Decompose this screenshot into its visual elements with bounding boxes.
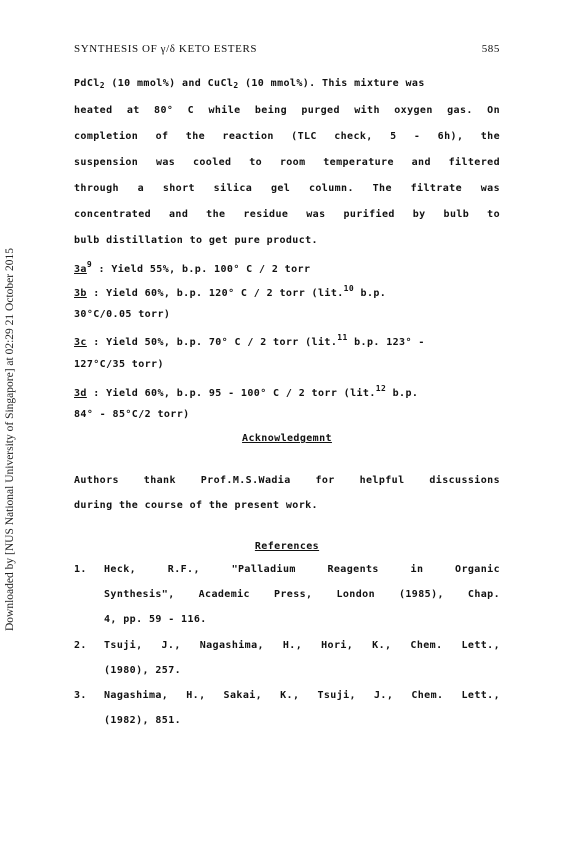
compound-3d-continuation: 84° - 85°C/2 torr) <box>74 409 190 420</box>
procedure-line-7: bulb distillation to get pure product. <box>74 235 318 246</box>
compound-3b: 3b : Yield 60%, b.p. 120° C / 2 torr (lit.$^{10}$ b.p. <box>74 284 387 299</box>
procedure-line-3: completion of the reaction (TLC check, 5 - 6h), the <box>74 131 500 142</box>
acknowledgement-line-2: during the course of the present work. <box>74 500 318 511</box>
references-heading: References <box>254 541 320 552</box>
compound-3c-continuation: 127°C/35 torr) <box>74 359 164 370</box>
compound-label: 3c <box>74 337 87 348</box>
reference-number: 3. <box>74 690 87 701</box>
procedure-line-4: suspension was cooled to room temperature and filtered <box>74 157 500 168</box>
compound-3a: $3a^9$ : Yield 55%, b.p. 100° C / 2 torr <box>74 260 311 275</box>
procedure-line-6: concentrated and the residue was purified by bulb to <box>74 209 500 220</box>
procedure-line-5: through a short silica gel column. The filtrate was <box>74 183 500 194</box>
procedure-line-2: heated at 80° C while being purged with oxygen gas. On <box>74 105 500 116</box>
compound-label: 3d <box>74 388 87 399</box>
running-title: SYNTHESIS OF γ/δ KETO ESTERS <box>74 43 258 55</box>
download-watermark: Downloaded by [NUS National University of Singapore] at 02:29 21 October 2015 <box>4 248 16 632</box>
compound-3b-continuation: 30°C/0.05 torr) <box>74 309 171 320</box>
compound-label: 3b <box>74 288 87 299</box>
reference-number: 2. <box>74 640 87 651</box>
running-header <box>74 43 500 55</box>
procedure-line-1: PdCl$_2$ (10 mmol%) and CuCl$_2$ (10 mmol%). This mixture was <box>74 78 425 90</box>
page-number: 585 <box>481 43 500 55</box>
compound-3d: 3d : Yield 60%, b.p. 95 - 100° C / 2 torr (lit.$^{12}$ b.p. <box>74 384 419 399</box>
acknowledgement-line-1: Authors thank Prof.M.S.Wadia for helpful discussions <box>74 475 500 486</box>
compound-3c: 3c : Yield 50%, b.p. 70° C / 2 torr (lit.$^{11}$ b.p. 123° - <box>74 333 425 348</box>
reference-number: 1. <box>74 564 87 575</box>
acknowledgement-heading: Acknowledgemnt <box>242 433 332 444</box>
compound-label: 3a <box>74 264 87 275</box>
